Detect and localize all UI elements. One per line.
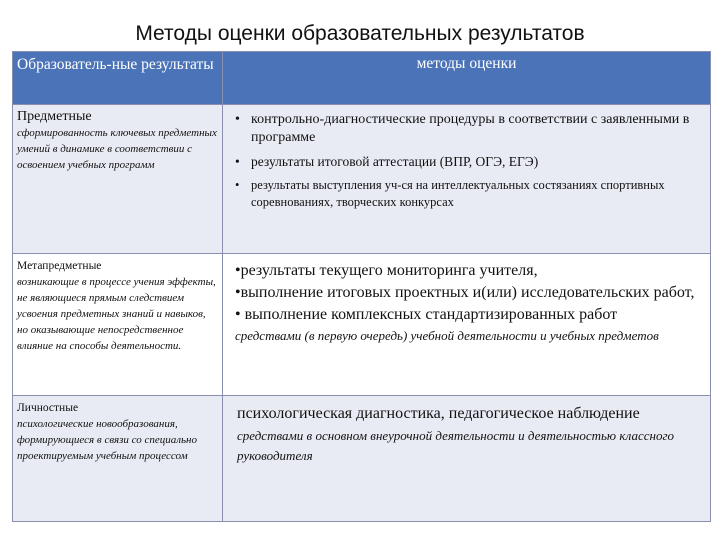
metasubject-results-cell — [13, 254, 223, 396]
row-heading: Предметные — [17, 109, 92, 124]
subject-methods-cell — [223, 105, 711, 254]
list-item: • выполнение комплексных стандартизированных работ — [235, 306, 618, 323]
subject-results-cell — [13, 105, 223, 254]
row-description: психологические новообразования, формирующиеся в связи со специально проектируемым учебным процессом — [17, 418, 197, 462]
table-row-subject — [13, 105, 711, 254]
personal-methods-cell — [223, 396, 711, 522]
row-note: средствами (в первую очередь) учебной деятельности и учебных предметов — [235, 328, 659, 343]
header-methods: методы оценки — [223, 52, 711, 105]
metasubject-methods-cell — [223, 254, 711, 396]
row-description: сформированность ключевых предметных умений в динамике в соответствии с освоением учебных программ — [17, 127, 217, 171]
list-item: • контрольно-диагностические процедуры в соответствии с заявленными в программе — [223, 111, 710, 147]
header-results: Образователь-ные результаты — [13, 52, 223, 105]
table-header-row — [13, 52, 711, 105]
row-description: возникающие в процессе учения эффекты, не являющиеся прямым следствием усвоения предметных знаний и навыков, но оказывающие непосредственное влияние на способы деятельности. — [17, 276, 216, 352]
list-item: •результаты текущего мониторинга учителя, — [235, 262, 538, 279]
list-item: • результаты выступления уч-ся на интеллектуальных состязаниях спортивных соревнованиях, творческих конкурсах — [223, 177, 710, 211]
row-note: средствами в основном внеурочной деятельности и деятельностью классного руководителя — [237, 428, 675, 463]
page-title: Методы оценки образовательных результатов — [135, 22, 585, 45]
row-heading: Личностные — [17, 402, 79, 414]
list-item: • результаты итоговой аттестации (ВПР, ОГЭ, ЕГЭ) — [223, 153, 710, 171]
assessment-methods-table — [12, 51, 711, 522]
personal-results-cell — [13, 396, 223, 522]
list-item: •выполнение итоговых проектных и(или) исследовательских работ, — [235, 284, 695, 301]
row-heading: Метапредметные — [17, 260, 102, 272]
table-row-personal — [13, 396, 711, 522]
method-list — [223, 111, 710, 211]
list-item: психологическая диагностика, педагогическое наблюдение — [237, 405, 640, 422]
table-row-metasubject — [13, 254, 711, 396]
